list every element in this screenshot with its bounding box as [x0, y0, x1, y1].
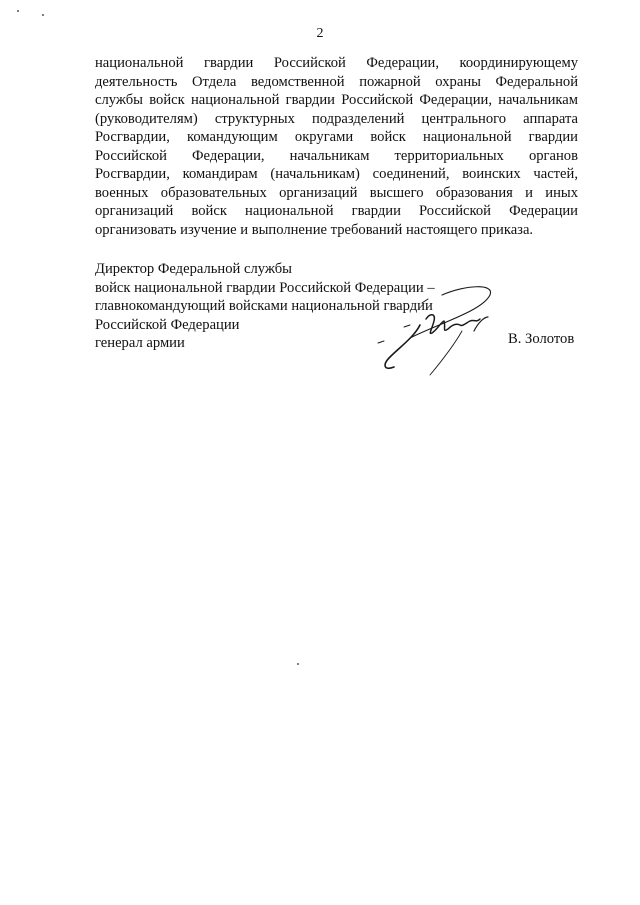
scan-speck	[297, 663, 299, 665]
signatory-rank: генерал армии	[95, 335, 185, 351]
body-line: Росгвардии, командующим округами войск национальной гвардии	[95, 129, 578, 145]
signatory-title-line: Директор Федеральной службы	[95, 261, 292, 277]
body-line: военных образовательных организаций высшего образования и иных	[95, 184, 578, 201]
body-line: организовать изучение и выполнение требований настоящего приказа.	[95, 221, 534, 238]
signatory-title-line: войск национальной гвардии Российской Федерации –	[95, 279, 435, 296]
scan-speck	[42, 14, 44, 16]
signatory-name: В. Золотов	[508, 331, 575, 347]
handwritten-signature	[370, 283, 500, 383]
scan-speck	[17, 10, 19, 12]
signatory-title-line: главнокомандующий войсками национальной гвардии	[95, 298, 433, 314]
body-line: Росгвардии, командирам (начальникам) соединений, воинских частей,	[95, 166, 578, 182]
body-line: организаций войск национальной гвардии Российской Федерации	[95, 203, 578, 219]
body-paragraph	[95, 54, 578, 239]
body-line: службы войск национальной гвардии Российской Федерации, начальникам	[95, 92, 578, 108]
body-line: (руководителям) структурных подразделений центрального аппарата	[95, 110, 578, 127]
body-line: деятельность Отдела ведомственной пожарной охраны Федеральной	[95, 73, 578, 90]
page-number: 2	[316, 26, 324, 41]
body-line: национальной гвардии Российской Федерации, координирующему	[95, 55, 578, 71]
body-line: Российской Федерации, начальникам территориальных органов	[95, 147, 578, 164]
signatory-title-line: Российской Федерации	[95, 316, 240, 333]
